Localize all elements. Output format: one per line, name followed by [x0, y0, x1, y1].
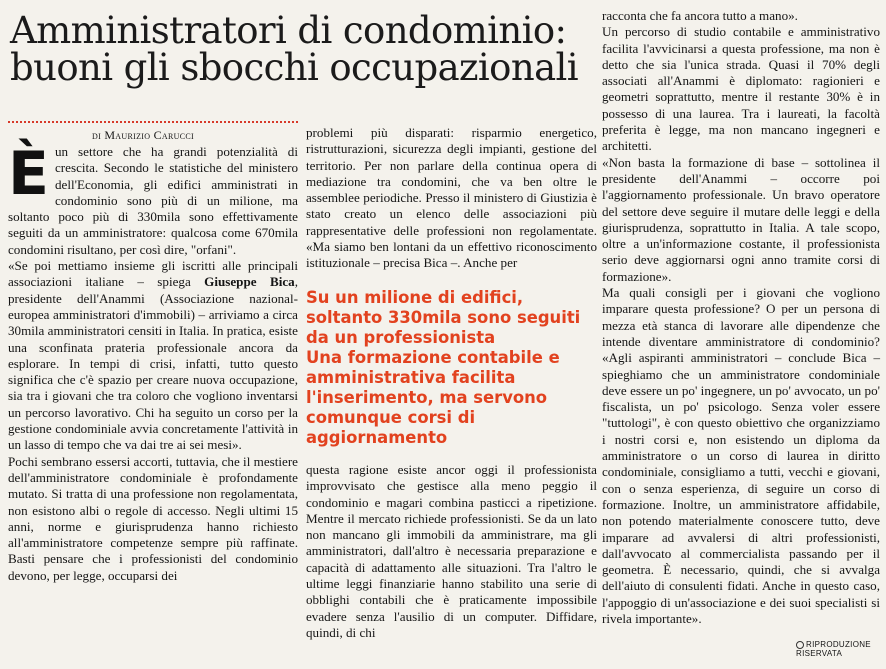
dropcap: È [8, 139, 49, 209]
paragraph-2-text-b: , presidente dell'Anammi (Associazione nazional-europea amministratori d'immobili) – arriviamo a circa 30mila amministratori censiti in Italia. In pratica, esiste una sconfinata prateria professionale ancora da esplorare. In tempi di crisi, infatti, tutto questo significa che c'è spazio per creare nuova occupazione, sia tra i giovani che tra coloro che vogliono inventarsi un percorso lavorativo. Chi ha seguito un corso per la gestione condominiale avvia concretamente l'attività in un lasso di tempo che va dai tre ai sei mesi». [8, 274, 298, 453]
paragraph-3: Pochi sembrano essersi accorti, tuttavia, che il mestiere dell'amministratore condominiale è profondamente mutato. Si tratta di una professione non regolamentata, non esistono albi o regole di accesso. Negli ultimi 15 anni, norme e giurisprudenza hanno richiesto all'amministratore competenze sempre più raffinate. Basti pensare che i professionisti del condominio devono, per legge, occuparsi dei [8, 453, 298, 583]
dotted-rule [8, 121, 298, 123]
paragraph-1-text: un settore che ha grandi potenzialità di crescita. Secondo le statistiche del ministero dell'Economia, gli edifici amministrati in condominio sono più di un milione, ma soltanto poco più di 330mila sono effettivamente seguiti da un amministratore: qualcosa come 670mila condomini risultano, per così dire, "orfani". [8, 144, 298, 257]
pull-quote-1: Su un milione di edifici, soltanto 330mila sono seguiti da un professionista [306, 288, 581, 347]
person-name: Giuseppe Bica [204, 274, 295, 290]
copyright-text: RIPRODUZIONE RISERVATA [796, 640, 871, 658]
headline: Amministratori di condominio: buoni gli sbocchi occupazionali [10, 9, 578, 89]
paragraph-col3-1: racconta che fa ancora tutto a mano». [602, 8, 798, 23]
byline: di Maurizio Carucci [92, 128, 194, 142]
paragraph-col3-3: «Non basta la formazione di base – sottolinea il presidente dell'Anammi – occorre poi l'aggiornamento professionale. Un bravo operatore del settore deve seguire il mutare delle leggi e della giurisprudenza, soprattutto in Italia. A tale scopo, oltre a un'informazione costante, il professionista serio deve aggiornarsi ogni anno tramite corsi di formazione». [602, 154, 880, 284]
paragraph-col3-2: Un percorso di studio contabile e amministrativo facilita l'avvicinarsi a questa professione, ma non è detto che sia l'unica strada. Quasi il 70% degli associati all'Anammi è diplomato: ragionieri e geometri soprattutto, mentre il restante 30% è in possesso di una laurea. Tra i laureati, la facoltà preferita è legge, ma non mancano ingegneri e architetti. [602, 24, 880, 154]
article-column-2-bottom [306, 462, 597, 641]
article-column-2-top [306, 125, 597, 272]
paragraph-2-text-a: «Se poi mettiamo insieme gli iscritti alle principali associazioni italiane – spiega [8, 258, 298, 290]
article-column-3 [602, 8, 880, 627]
paragraph-1 [8, 139, 298, 258]
pull-quote-2: Una formazione contabile e amministrativa facilita l'inserimento, ma servono comunque corsi di aggiornamento [306, 348, 560, 447]
paragraph-col2-top: problemi più disparati: risparmio energetico, ristrutturazioni, sicurezza degli impianti, gestione del territorio. Per non parlare della continua opera di mediazione tra condomini, che va ben oltre le assemblee periodiche. Presso il ministero di Giustizia è stato creato un elenco delle associazioni più rappresentative delle professioni non regolamentate. «Ma siamo ben lontani da un effettivo riconoscimento istituzionale – precisa Bica –. Anche per [306, 125, 597, 271]
copyright-icon [796, 641, 804, 649]
pull-quote [306, 288, 597, 448]
article-column-1 [8, 139, 298, 584]
paragraph-col3-4: Ma quali consigli per i giovani che vogliono imparare questa professione? O per un persona di mezza età stanca di lavorare alle dipendenze che intende diventare amministratore di condominio? «Agli aspiranti amministratori – conclude Bica – spieghiamo che un amministratore condominiale deve essere un po' ingegnere, un po' avvocato, un po' fiscalista, un po' psicologo. Senza voler essere "tuttologi", è con questo obiettivo che organizziamo i nostri corsi e, non esistendo un diploma da amministratore o un corso di laurea in diritto condominiale, consigliamo a tutti, vecchi e giovani, con o senza esperienza, di seguire un corso di formazione. Inoltre, un amministratore affidabile, non potendo materialmente conoscere tutto, deve imparare ad avvalersi di altri professionisti, dall'avvocato al commercialista passando per il geometra. È necessario, quindi, che si avvalga dell'aiuto di consulenti fidati. Anche in questo caso, l'appoggio di un'associazione e dei suoi specialisti si rivela importante». [602, 285, 880, 626]
copyright-notice [796, 640, 886, 658]
paragraph-2 [8, 258, 298, 454]
paragraph-col2-bottom: questa ragione esiste ancor oggi il professionista improvvisato che gestisce alla meno peggio il condominio e magari combina pasticci a ripetizione. Mentre il mercato richiede professionisti. Se da un lato non mancano gli immobili da amministrare, ma gli amministratori, dall'altro è necessaria preparazione e capacità di adattamento alle situazioni. Tra l'altro le ultime leggi finanziarie hanno stabilito una serie di obblighi contabili che è praticamente impossibile evadere senza l'ausilio di un computer. Diffidare, quindi, di chi [306, 462, 597, 640]
